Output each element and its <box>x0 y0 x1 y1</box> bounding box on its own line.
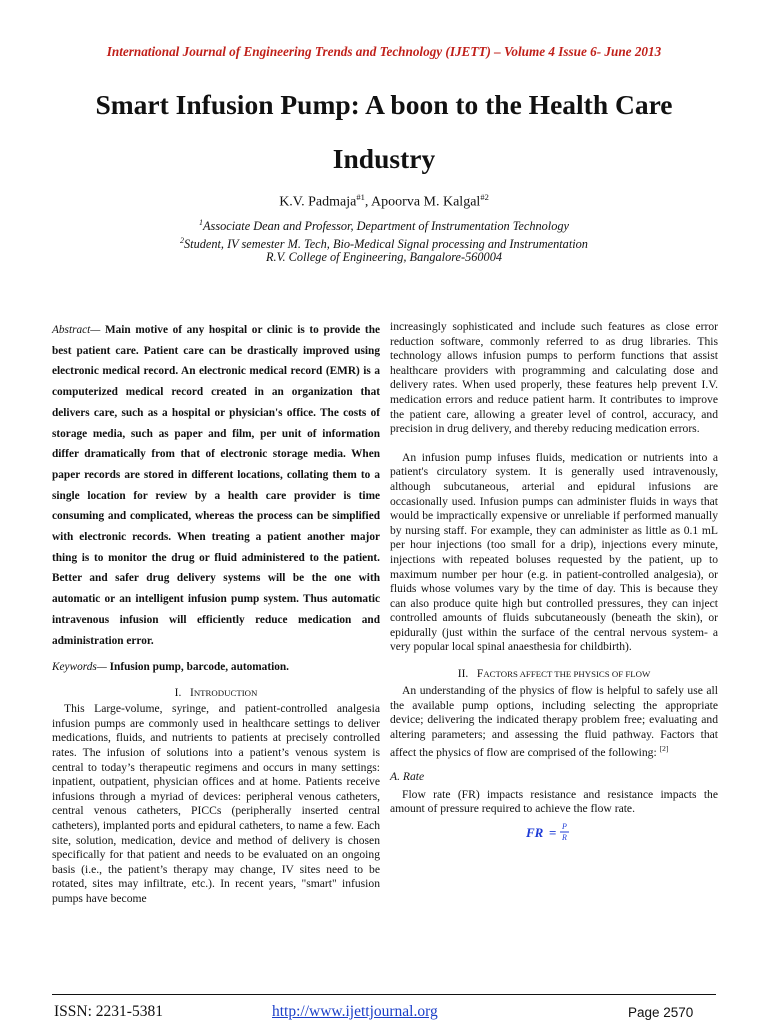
affiliation-3: R.V. College of Engineering, Bangalore-560004 <box>266 250 502 264</box>
right-paragraph-2: An infusion pump infuses fluids, medication or nutrients into a patient's circulatory system. It is generally used intravenously, although subcutaneous, arterial and epidural infusions are occasionally used. Infusion pumps can administer fluids in ways that would be impractically expensive or unreliable if performed manually by nursing staff. For example, they can administer as little as 0.1 mL per hour injections (too small for a drip), injections every minute, injections with repeated boluses requested by the patient, up to maximum number per hour (e.g. in patient-controlled analgesia), or fluids whose volumes vary by the time of day. This is because they can also produce quite high but controlled pressures, they can inject controlled amounts of fluids subcutaneously (beneath the skin), or epidurally (just within the surface of the central nervous system- a very popular local spinal anaesthesia for childbirth). <box>390 450 718 654</box>
affiliation-2-text: Student, IV semester M. Tech, Bio-Medical Signal processing and Instrumentation <box>184 237 588 252</box>
keywords-text: Infusion pump, barcode, automation. <box>106 661 289 674</box>
flow-rate-formula <box>390 820 718 849</box>
affiliation-1 <box>0 218 768 234</box>
keywords-label: Keywords— <box>52 661 107 674</box>
page-number: Page 2570 <box>628 1005 694 1020</box>
citation-ref: [2] <box>659 744 669 754</box>
author-1-marker: #1 <box>356 192 365 202</box>
affiliation-2-marker: 2 <box>180 236 185 245</box>
section-2-initial: F <box>476 668 484 681</box>
section-heading-introduction <box>52 686 380 700</box>
keywords <box>52 660 380 674</box>
formula-equals: = <box>549 825 557 841</box>
footer-issn: ISSN: 2231-5381 <box>54 1003 163 1020</box>
footer-divider <box>52 994 716 995</box>
subsection-heading-rate: A. Rate <box>390 769 425 783</box>
section-1-number: I. <box>174 687 182 700</box>
section-2-title: ACTORS AFFECT THE PHYSICS OF FLOW <box>483 669 651 680</box>
right-column <box>390 320 718 849</box>
section-heading-factors <box>390 667 718 681</box>
formula-lhs: FR <box>526 825 544 841</box>
right-paragraph-3 <box>390 684 718 761</box>
abstract-label: Abstract— <box>52 324 101 336</box>
author-1: K.V. Padmaja <box>279 194 357 210</box>
left-column <box>52 320 380 907</box>
right-paragraph-4: Flow rate (FR) impacts resistance and resistance impacts the amount of pressure required to achieve the flow rate. <box>390 787 718 816</box>
paper-title-line2: Industry <box>332 143 436 174</box>
formula-numerator: P <box>562 822 567 832</box>
paper-title-line1: Smart Infusion Pump: A boon to the Health Care <box>95 89 673 120</box>
author-2-marker: #2 <box>480 192 489 202</box>
formula-graphic <box>524 820 584 844</box>
section-2-number: II. <box>457 668 469 681</box>
paper-title <box>40 78 728 186</box>
author-list: K.V. Padmaja$^{\#1}$, Apoorva M. Kalgal$^{\#2}$ <box>279 192 489 210</box>
journal-header: International Journal of Engineering Trends and Technology (IJETT) – Volume 4 Issue 6- June 2013 <box>106 44 662 59</box>
section-1-initial: I <box>189 687 194 700</box>
right-paragraph-3-text: An understanding of the physics of flow is helpful to safely use all the available pump options, including selecting the appropriate device; delivering the indicated therapy problem free; evaluating and altering parameters; and assessing the fluid pathway. Factors that affect the physics of flow are comprised of the following: <box>390 684 718 760</box>
right-paragraph-1: increasingly sophisticated and include such features as close error reduction software, commonly referred to as drug libraries. This technology allows infusion pumps to perform functions that assist healthcare providers with programming and calculating dose and delivery rates. When used properly, these features help prevent I.V. medication errors and reduce patient harm. It contributes to improve the patient care, allowing a greater level of control, accuracy, and precision in drug delivery, and thereby reducing medication errors. <box>390 320 718 436</box>
section-1-title: NTRODUCTION <box>193 688 258 699</box>
formula-denominator: R <box>562 833 567 843</box>
affiliation-1-text: Associate Dean and Professor, Department of Instrumentation Technology <box>203 219 569 234</box>
abstract <box>52 320 380 651</box>
journal-website-link[interactable]: http://www.ijettjournal.org <box>272 1003 438 1020</box>
introduction-paragraph: This Large-volume, syringe, and patient-controlled analgesia infusion pumps are commonly used in healthcare settings to deliver medications, fluids, and nutrients to patients at precisely controlled rates. The infusion of solutions into a patient’s venous system is central to today’s therapeutic regimens and occurs in many settings: inpatient, outpatient, physician offices and at home. Patients receive infusions through a myriad of devices: peripheral venous catheters, central venous catheters, PICCs (peripherally inserted central catheters), implanted ports and epidural catheters, to name a few. Each site, solution, medication, device and method of delivery is chosen specifically for that patient and needs to be evaluated on an ongoing basis (i.e., the patient’s therapy may change, IV sites need to be rotated, sites may infiltrate, etc.). In recent years, "smart" infusion pumps have become <box>52 702 380 905</box>
author-2: Apoorva M. Kalgal <box>371 194 481 210</box>
affiliation-1-marker: 1 <box>199 218 204 227</box>
abstract-text: Main motive of any hospital or clinic is to provide the best patient care. Patient care can be drastically improved using electronic medical record. An electronic medical record (EMR) is a computerized medical record created in an organization that delivers care, such as a hospital or physician's office. The costs of storage media, such as paper and film, per unit of information differ dramatically from that of electronic storage media. When paper records are stored in different locations, collating them to a single location for review by a health care provider is time consuming and complicated, whereas the process can be simplified with electronic records. When treating a patient another major thing is to monitor the drug or fluid administered to the patient. Better and safer drug delivery systems will be the one with automatic or an intelligent infusion pump system. Thus automatic intravenous infusion will efficiently reduce medication and administration error. <box>52 324 380 647</box>
